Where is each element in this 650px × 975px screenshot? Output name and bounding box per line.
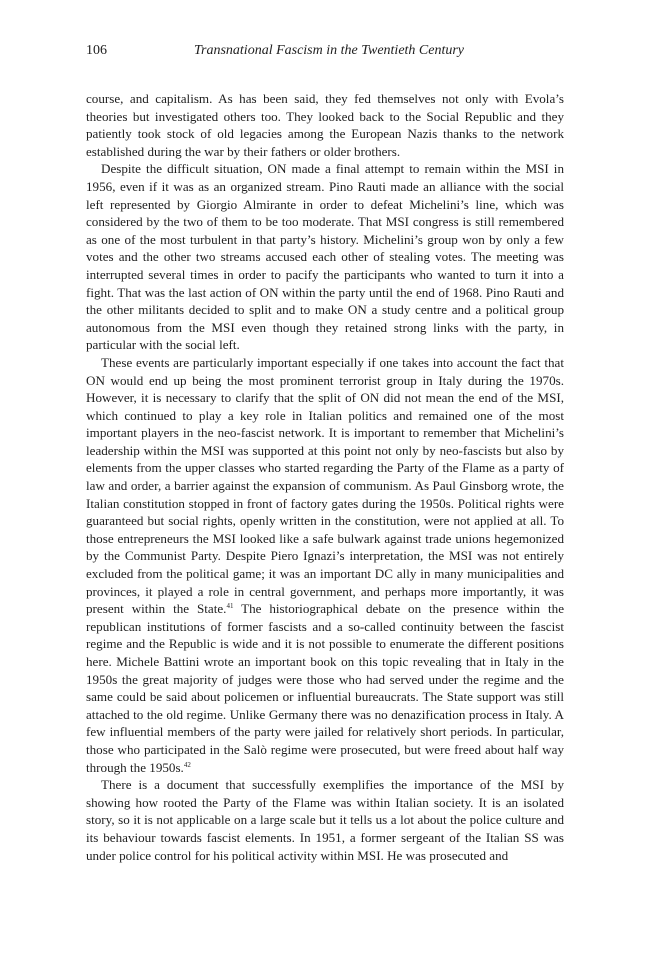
footnote-marker: 42: [183, 760, 191, 769]
page-number: 106: [86, 43, 107, 58]
paragraph-text: The historiographical debate on the presence within the republican institutions of former fascists and a so-called continuity between the fascist regime and the Republic is wide and it is not possible to enumerate the different positions here. Michele Battini wrote an important book on this topic revealing that in Italy in the 1950s the great majority of judges were those who had served under the regime and the same could be said about policemen or influential bureaucrats. The State support was still attached to the old regime. Unlike Germany there was no denazification process in Italy. A few influential members of the party were jailed for relatively short periods. In particular, those who participated in the Salò regime were prosecuted, but were freed about half way through the 1950s.: [86, 601, 565, 775]
footnote-marker: 41: [226, 602, 234, 611]
page-header: [86, 43, 564, 65]
paragraph-text: These events are particularly important especially if one takes into account the fact that ON would end up being the most prominent terrorist group in Italy during the 1970s. However, it is necessary to clarify that the split of ON did not mean the end of the MSI, which continued to play a key role in Italian politics and remained one of the most important players in the neo-fascist network. It is important to remember that Michelini’s leadership within the MSI was supported at this point not only by neo-fascists but also by elements from the upper classes who started regarding the Party of the Flame as a party of law and order, a barrier against the expansion of communism. As Paul Ginsborg wrote, the Italian constitution stopped in front of factory gates during the 1950s. Political rights were guaranteed but social rights, openly written in the constitution, were not applied at all. To those entrepreneurs the MSI looked like a safe bulwark against trade unions hegemonized by the Communist Party. Despite Piero Ignazi’s interpretation, the MSI was not entirely excluded from the political game; it was an important DC ally in many municipalities and provinces, it played a role in central government, and perhaps more importantly, it was present within the State.: [86, 354, 564, 617]
paragraph: There is a document that successfully exemplifies the importance of the MSI by showing how rooted the Party of the Flame was within Italian society. It is an isolated story, so it is not applicable on a large scale but it tells us a lot about the police culture and its behaviour towards fascist elements. In 1951, a former sergeant of the Italian SS was under police control for his political activity within MSI. He was prosecuted and: [86, 777, 564, 863]
paragraph: [86, 354, 564, 776]
running-title: Transnational Fascism in the Twentieth Century: [194, 43, 465, 58]
body-text: [86, 90, 564, 864]
paragraph: course, and capitalism. As has been said, they fed themselves not only with Evola’s theories but investigated others too. They looked back to the Social Republic and they patiently took stock of old legacies among the European Nazis thanks to the network established during the war by their fathers or older brothers.: [86, 91, 564, 159]
paragraph: Despite the difficult situation, ON made a final attempt to remain within the MSI in 1956, even if it was as an organized stream. Pino Rauti made an alliance with the social left represented by Giorgio Almirante in order to defeat Michelini’s line, which was considered by the two of them to be too moderate. That MSI congress is still remembered as one of the most turbulent in that party’s history. Michelini’s group won by only a few votes and the other two streams accused each other of stealing votes. The meeting was interrupted several times in order to pacify the participants who wanted to turn it into a fight. That was the last action of ON within the party until the end of 1968. Pino Rauti and the other militants decided to split and to make ON a study centre and a political group autonomous from the MSI even though they retained strong links with the party, in particular with the social left.: [86, 161, 564, 353]
